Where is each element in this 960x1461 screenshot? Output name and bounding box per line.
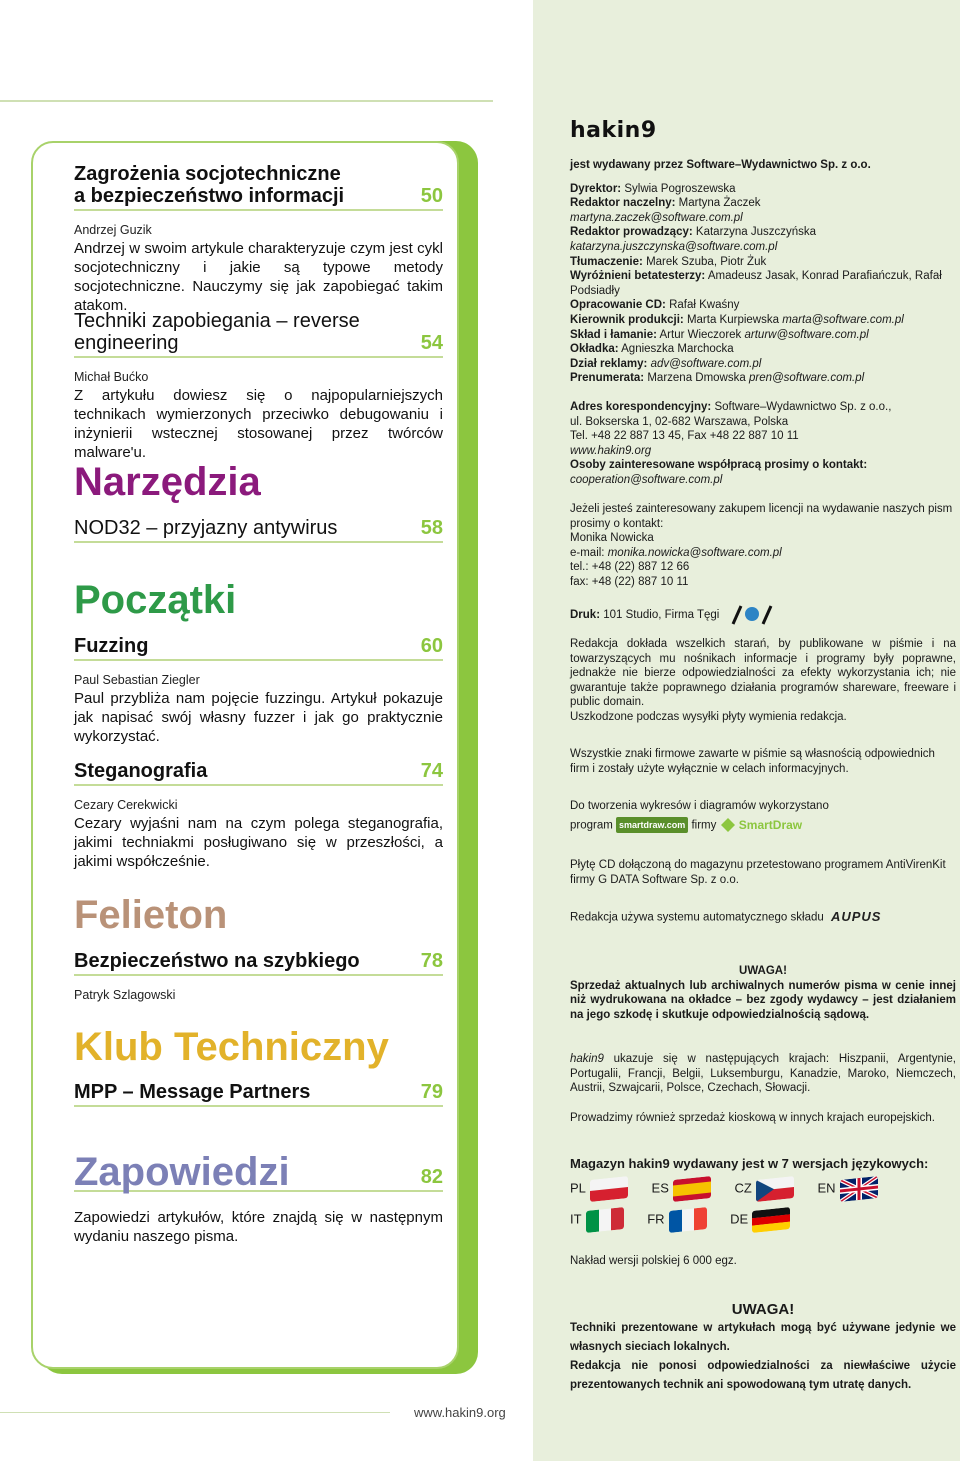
page-number: 74	[420, 760, 443, 782]
article-description: Cezary wyjaśni nam na czym polega steganografia, jakimi techniakmi posługiwano się w przeszłości, a jakimi współcześnie.	[74, 815, 443, 870]
countries-text: ukazuje się w następujących krajach: Hiszpanii, Argentynie, Portugalii, Francji, Belgii, Luksemburgu, Kanadzie, Maroko, Niemczech, Austrii, Szwajcarii, Polsce, Czechach, Słowacji.	[570, 1053, 956, 1095]
smartdraw-com-logo: smartdraw.com	[616, 817, 688, 834]
article-description: Andrzej w swoim artykule charakteryzuje czym jest cykl socjotechniczny i jakie są typowe metody socjotechniczne. Nauczymy się jak zapobiegać takim atakom.	[74, 240, 443, 314]
hakin9-logo: hakin9	[570, 118, 657, 143]
article-title	[74, 1081, 443, 1107]
page-number: 58	[420, 517, 443, 539]
staff-value: Marek Szuba, Piotr Żuk	[646, 255, 767, 268]
staff-value: Marta Kurpiewska	[686, 313, 779, 326]
lang-es	[652, 1178, 717, 1200]
staff-value: Marzena Dmowska	[647, 372, 746, 385]
techniques-warning	[570, 1300, 956, 1395]
staff-line	[570, 342, 956, 357]
staff-label: Wyróżnieni betatesterzy:	[570, 270, 706, 283]
license-email-line	[570, 546, 956, 561]
smartdraw-text: firmy	[691, 818, 717, 831]
article-author: Cezary Cerekwicki	[74, 798, 178, 812]
staff-line	[570, 313, 956, 328]
staff-line	[570, 196, 956, 211]
disclaimer-text: Redakcja dokłada wszelkich starań, by publikowane w piśmie i na towarzyszących mu nośnikach informacje i programy były poprawne, jednakże nie bierze odpowiedzialności za efekty wykorzystania ich; nie gwarantuje także poprawnego działania programów shareware, freeware i public domain.	[570, 638, 956, 709]
smartdraw-diamond-icon	[720, 817, 736, 833]
staff-line	[570, 255, 956, 270]
email-link[interactable]: cooperation@software.com.pl	[570, 473, 723, 486]
poland-flag-icon	[590, 1176, 628, 1202]
email-link[interactable]: marta@software.com.pl	[782, 313, 904, 326]
article-description: Paul przybliża nam pojęcie fuzzingu. Artykuł pokazuje jak napisać swój własny fuzzer i jak go praktycznie wykorzystać.	[74, 690, 443, 745]
lang-pl	[570, 1178, 634, 1200]
staff-value: Agnieszka Marchocka	[621, 343, 734, 356]
aupus-note	[570, 910, 956, 925]
email-link[interactable]: adv@software.com.pl	[650, 357, 762, 370]
email-link[interactable]: monika.nowicka@software.com.pl	[607, 546, 782, 559]
staff-value: Amadeusz Jasak, Konrad Parafiańczuk, Rafał Podsiadły	[570, 270, 942, 297]
staff-value: Artur Wieczorek	[659, 328, 742, 341]
language-flags-row1	[570, 1178, 898, 1200]
toc-article	[74, 760, 443, 871]
email-link[interactable]: martyna.zaczek@software.com.pl	[570, 211, 743, 224]
smartdraw-logo: SmartDraw	[738, 817, 803, 832]
print-value: 101 Studio, Firma Tęgi	[603, 609, 720, 622]
toc-article	[74, 950, 443, 1002]
trademarks	[570, 747, 956, 776]
trademark-text: Wszystkie znaki firmowe zawarte w piśmie są własnością odpowiednich firm i zostały użyte wyłącznie w celach informacyjnych.	[570, 748, 935, 775]
license-contact-name: Monika Nowicka	[570, 532, 654, 545]
tegi-logo-icon	[729, 604, 773, 626]
staff-line	[570, 371, 956, 386]
lang-code: CZ	[734, 1180, 752, 1196]
page-number: 60	[420, 635, 443, 657]
smartdraw-credit	[570, 799, 956, 833]
article-title-text: Steganografia	[74, 760, 208, 782]
category-zapowiedzi: Zapowiedzi	[74, 1150, 290, 1194]
staff-line	[570, 182, 956, 197]
license-phone: tel.: +48 (22) 887 12 66	[570, 561, 690, 574]
france-flag-icon	[669, 1207, 707, 1233]
print-label: Druk:	[570, 609, 601, 622]
staff-label: Kierownik produkcji:	[570, 313, 684, 326]
staff-value: Rafał Kwaśny	[669, 299, 740, 312]
language-versions-heading: Magazyn hakin9 wydawany jest w 7 wersjach językowych:	[570, 1156, 929, 1171]
staff-label: Redaktor prowadzący:	[570, 226, 693, 239]
toc-article	[74, 635, 443, 746]
lang-cz	[735, 1178, 800, 1200]
license-fax: fax: +48 (22) 887 10 11	[570, 575, 689, 588]
warning-heading: UWAGA!	[731, 1301, 795, 1318]
article-title	[74, 950, 443, 976]
toc-article	[74, 310, 443, 462]
license-contact	[570, 502, 956, 590]
language-flags-row2	[570, 1209, 810, 1231]
category-poczatki: Początki	[74, 578, 237, 622]
page-number: 82	[420, 1166, 443, 1188]
antivirus-text: Płytę CD dołączoną do magazynu przetestowano programem AntiVirenKit firmy G DATA Software Sp. z o.o.	[570, 859, 946, 886]
page-number: 54	[420, 332, 443, 354]
countries-note	[570, 1052, 956, 1096]
page-number: 78	[420, 950, 443, 972]
disclaimer	[570, 637, 956, 725]
toc-article	[74, 517, 443, 543]
staff-line	[570, 269, 956, 298]
email-link[interactable]: pren@software.com.pl	[748, 372, 865, 385]
lang-de	[730, 1209, 796, 1231]
masthead-address	[570, 400, 956, 488]
staff-label: Opracowanie CD:	[570, 299, 666, 312]
article-author: Michał Bućko	[74, 370, 149, 384]
category-narzedzia: Narzędzia	[74, 460, 261, 504]
staff-line	[570, 225, 956, 240]
aupus-logo: AUPUS	[830, 909, 882, 924]
cooperation-label: Osoby zainteresowane współpracą prosimy o kontakt:	[570, 459, 868, 472]
lang-code: IT	[570, 1211, 582, 1227]
staff-line	[570, 298, 956, 313]
staff-value: Katarzyna Juszczyńska	[695, 226, 817, 239]
sale-warning	[570, 964, 956, 1022]
email-link[interactable]: arturw@software.com.pl	[744, 328, 869, 341]
article-description: Z artykułu dowiesz się o najpopularniejszych technikach wymierzonych przeciwko debugowaniu i inżynierii wstecznej stosowanej przez twórców malware'u.	[74, 387, 443, 461]
staff-line	[570, 328, 956, 343]
article-title-text: Bezpieczeństwo na szybkiego	[74, 950, 360, 972]
czech-flag-icon	[756, 1176, 794, 1202]
footer-url[interactable]: www.hakin9.org	[414, 1405, 506, 1420]
circulation-note: Nakład wersji polskiej 6 000 egz.	[570, 1255, 737, 1267]
article-title-text: MPP – Message Partners	[74, 1081, 311, 1103]
lang-code: FR	[647, 1211, 665, 1227]
italy-flag-icon	[586, 1207, 624, 1233]
article-title-line: Techniki zapobiegania – reverse	[74, 310, 360, 332]
article-title	[74, 163, 443, 211]
website-link[interactable]: www.hakin9.org	[570, 444, 652, 457]
warning-heading: UWAGA!	[739, 965, 787, 977]
address-phone: Tel. +48 22 887 13 45, Fax +48 22 887 10 11	[570, 430, 799, 443]
article-title	[74, 635, 443, 661]
lang-code: ES	[651, 1180, 669, 1196]
print-info	[570, 604, 956, 626]
license-text: Jeżeli jesteś zainteresowany zakupem licencji na wydawanie naszych pism prosimy o kontakt:	[570, 503, 953, 530]
publisher-line: jest wydawany przez Software–Wydawnictwo Sp. z o.o.	[570, 159, 871, 171]
lang-it	[570, 1209, 630, 1231]
germany-flag-icon	[752, 1207, 790, 1233]
lang-code: DE	[730, 1211, 749, 1227]
address-label: Adres korespondencyjny:	[570, 401, 712, 413]
lang-en	[817, 1178, 883, 1200]
lang-fr	[647, 1209, 712, 1231]
staff-value: Sylwia Pogroszewska	[624, 182, 736, 195]
kiosk-note	[570, 1111, 956, 1126]
magazine-name: hakin9	[570, 1053, 604, 1065]
smartdraw-text: Do tworzenia wykresów i diagramów wykorzystano	[570, 800, 829, 812]
article-description: Zapowiedzi artykułów, które znajdą się w następnym wydaniu naszego pisma.	[74, 1209, 443, 1245]
staff-label: Okładka:	[570, 343, 619, 356]
staff-line	[570, 357, 956, 372]
article-title	[74, 310, 443, 358]
bottom-divider	[0, 1412, 390, 1413]
kiosk-text: Prowadzimy również sprzedaż kioskową w innych krajach europejskich.	[570, 1112, 935, 1124]
page-number: 50	[420, 185, 443, 207]
staff-label: Dział reklamy:	[570, 357, 648, 370]
staff-label: Prenumerata:	[570, 372, 645, 385]
lang-code: EN	[817, 1180, 836, 1196]
email-link[interactable]: katarzyna.juszczynska@software.com.pl	[570, 240, 778, 253]
uk-flag-icon	[840, 1176, 878, 1202]
category-klub-techniczny: Klub Techniczny	[74, 1025, 389, 1069]
article-title-line: a bezpieczeństwo informacji	[74, 185, 345, 207]
staff-label: Skład i łamanie:	[570, 328, 657, 341]
warning-text: Techniki prezentowane w artykułach mogą być używane jedynie we własnych sieciach lokalnych.	[570, 1322, 956, 1353]
staff-label: Dyrektor:	[570, 182, 622, 195]
toc-article	[74, 163, 443, 315]
address-street: ul. Bokserska 1, 02-682 Warszawa, Polska	[570, 415, 789, 428]
antivirus-note	[570, 858, 956, 887]
email-label: e-mail:	[570, 546, 605, 559]
staff-value: Martyna Żaczek	[678, 197, 761, 210]
article-author: Andrzej Guzik	[74, 223, 152, 237]
article-title	[74, 760, 443, 786]
staff-label: Tłumaczenie:	[570, 255, 643, 268]
address-value: Software–Wydawnictwo Sp. z o.o.,	[714, 401, 892, 413]
article-title-text: NOD32 – przyjazny antywirus	[74, 517, 338, 539]
smartdraw-text: program	[570, 818, 613, 831]
masthead-staff	[570, 158, 956, 386]
address-line	[570, 400, 956, 415]
article-author: Paul Sebastian Ziegler	[74, 673, 200, 687]
disclaimer-text: Uszkodzone podczas wysyłki płyty wymienia redakcja.	[570, 710, 847, 723]
lang-code: PL	[570, 1180, 586, 1196]
top-divider	[0, 100, 493, 102]
page-number: 79	[420, 1081, 443, 1103]
warning-text: Redakcja nie ponosi odpowiedzialności za niewłaściwe użycie prezentowanych technik ani spowodowaną tym utratę danych.	[570, 1360, 956, 1391]
article-author: Patryk Szlagowski	[74, 988, 176, 1002]
warning-text: Sprzedaż aktualnych lub archiwalnych numerów pisma w cenie innej niż wydrukowana na okładce – bez zgody wydawcy – jest działaniem na jego szkodę i skutkuje odpowiedzialnością sądową.	[570, 979, 956, 1021]
article-title-text: Fuzzing	[74, 635, 149, 657]
staff-label: Redaktor naczelny:	[570, 197, 676, 210]
spain-flag-icon	[673, 1176, 711, 1202]
toc-article	[74, 1081, 443, 1107]
article-title	[74, 517, 443, 543]
category-felieton: Felieton	[74, 893, 228, 937]
aupus-text: Redakcja używa systemu automatycznego składu	[570, 911, 824, 924]
article-title-line: engineering	[74, 332, 179, 354]
article-title-line: Zagrożenia socjotechniczne	[74, 163, 341, 185]
